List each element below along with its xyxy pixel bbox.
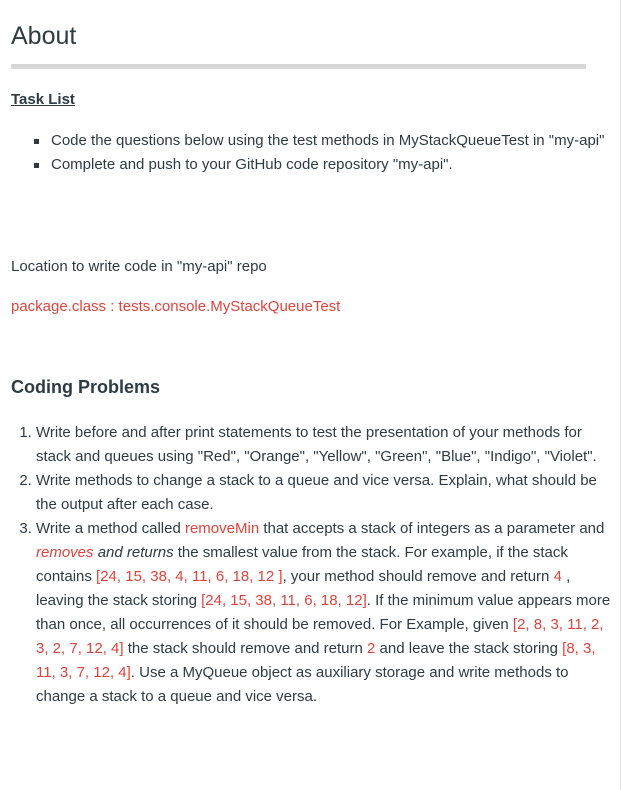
task-list [11, 129, 611, 177]
emphasis-removes: removes [36, 544, 94, 561]
list-item: Code the questions below using the test methods in MyStackQueueTest in "my-api" [51, 129, 611, 153]
problem-list [11, 421, 621, 709]
emphasis-returns: and returns [93, 544, 174, 561]
task-list-heading: Task List [11, 91, 75, 108]
example-stack: [24, 15, 38, 4, 11, 6, 18, 12 ] [96, 568, 283, 585]
method-name: removeMin [184, 520, 260, 537]
text: . Use a MyQueue object as auxiliary storage and write methods to change a stack to a queue and vice versa. [36, 664, 569, 705]
example-min-2: 2 [367, 640, 376, 657]
list-item: Complete and push to your GitHub code repository "my-api". [51, 153, 611, 177]
example-result-2: [8, 3, 11, 3, 7, 12, 4] [36, 640, 596, 681]
example-result: [24, 15, 38, 11, 6, 18, 12] [201, 592, 367, 609]
text: . If the minimum value appears more than once, all occurrences of it should be removed. For Example, given [36, 592, 611, 633]
example-stack-2: [2, 8, 3, 11, 2, 3, 2, 7, 12, 4] [36, 616, 604, 657]
coding-problems-heading: Coding Problems [11, 377, 161, 397]
problem-1: 1. Write before and after print statements to test the presentation of your methods for stack and queues using "Red", "Orange", "Yellow", "Green", "Blue", "Indigo", "Violet". [36, 421, 615, 469]
text: and leave the stack storing [375, 640, 563, 657]
text: , your method should remove and return [282, 568, 554, 585]
text: the stack should remove and return [123, 640, 368, 657]
problem-3 [36, 517, 615, 709]
title-divider [11, 64, 586, 69]
text: Write a method called [36, 520, 185, 537]
location-value: package.class : tests.console.MyStackQueueTest [11, 298, 341, 315]
location-label: Location to write code in "my-api" repo [11, 258, 267, 275]
example-min: 4 [553, 568, 562, 585]
page-title: About [11, 22, 77, 50]
problem-2: 2. Write methods to change a stack to a queue and vice versa. Explain, what should be the output after each case. [36, 469, 615, 517]
text: , leaving the stack storing [36, 568, 571, 609]
text: the smallest value from the stack. For example, if the stack contains [36, 544, 568, 585]
text: that accepts a stack of integers as a parameter and [259, 520, 605, 537]
